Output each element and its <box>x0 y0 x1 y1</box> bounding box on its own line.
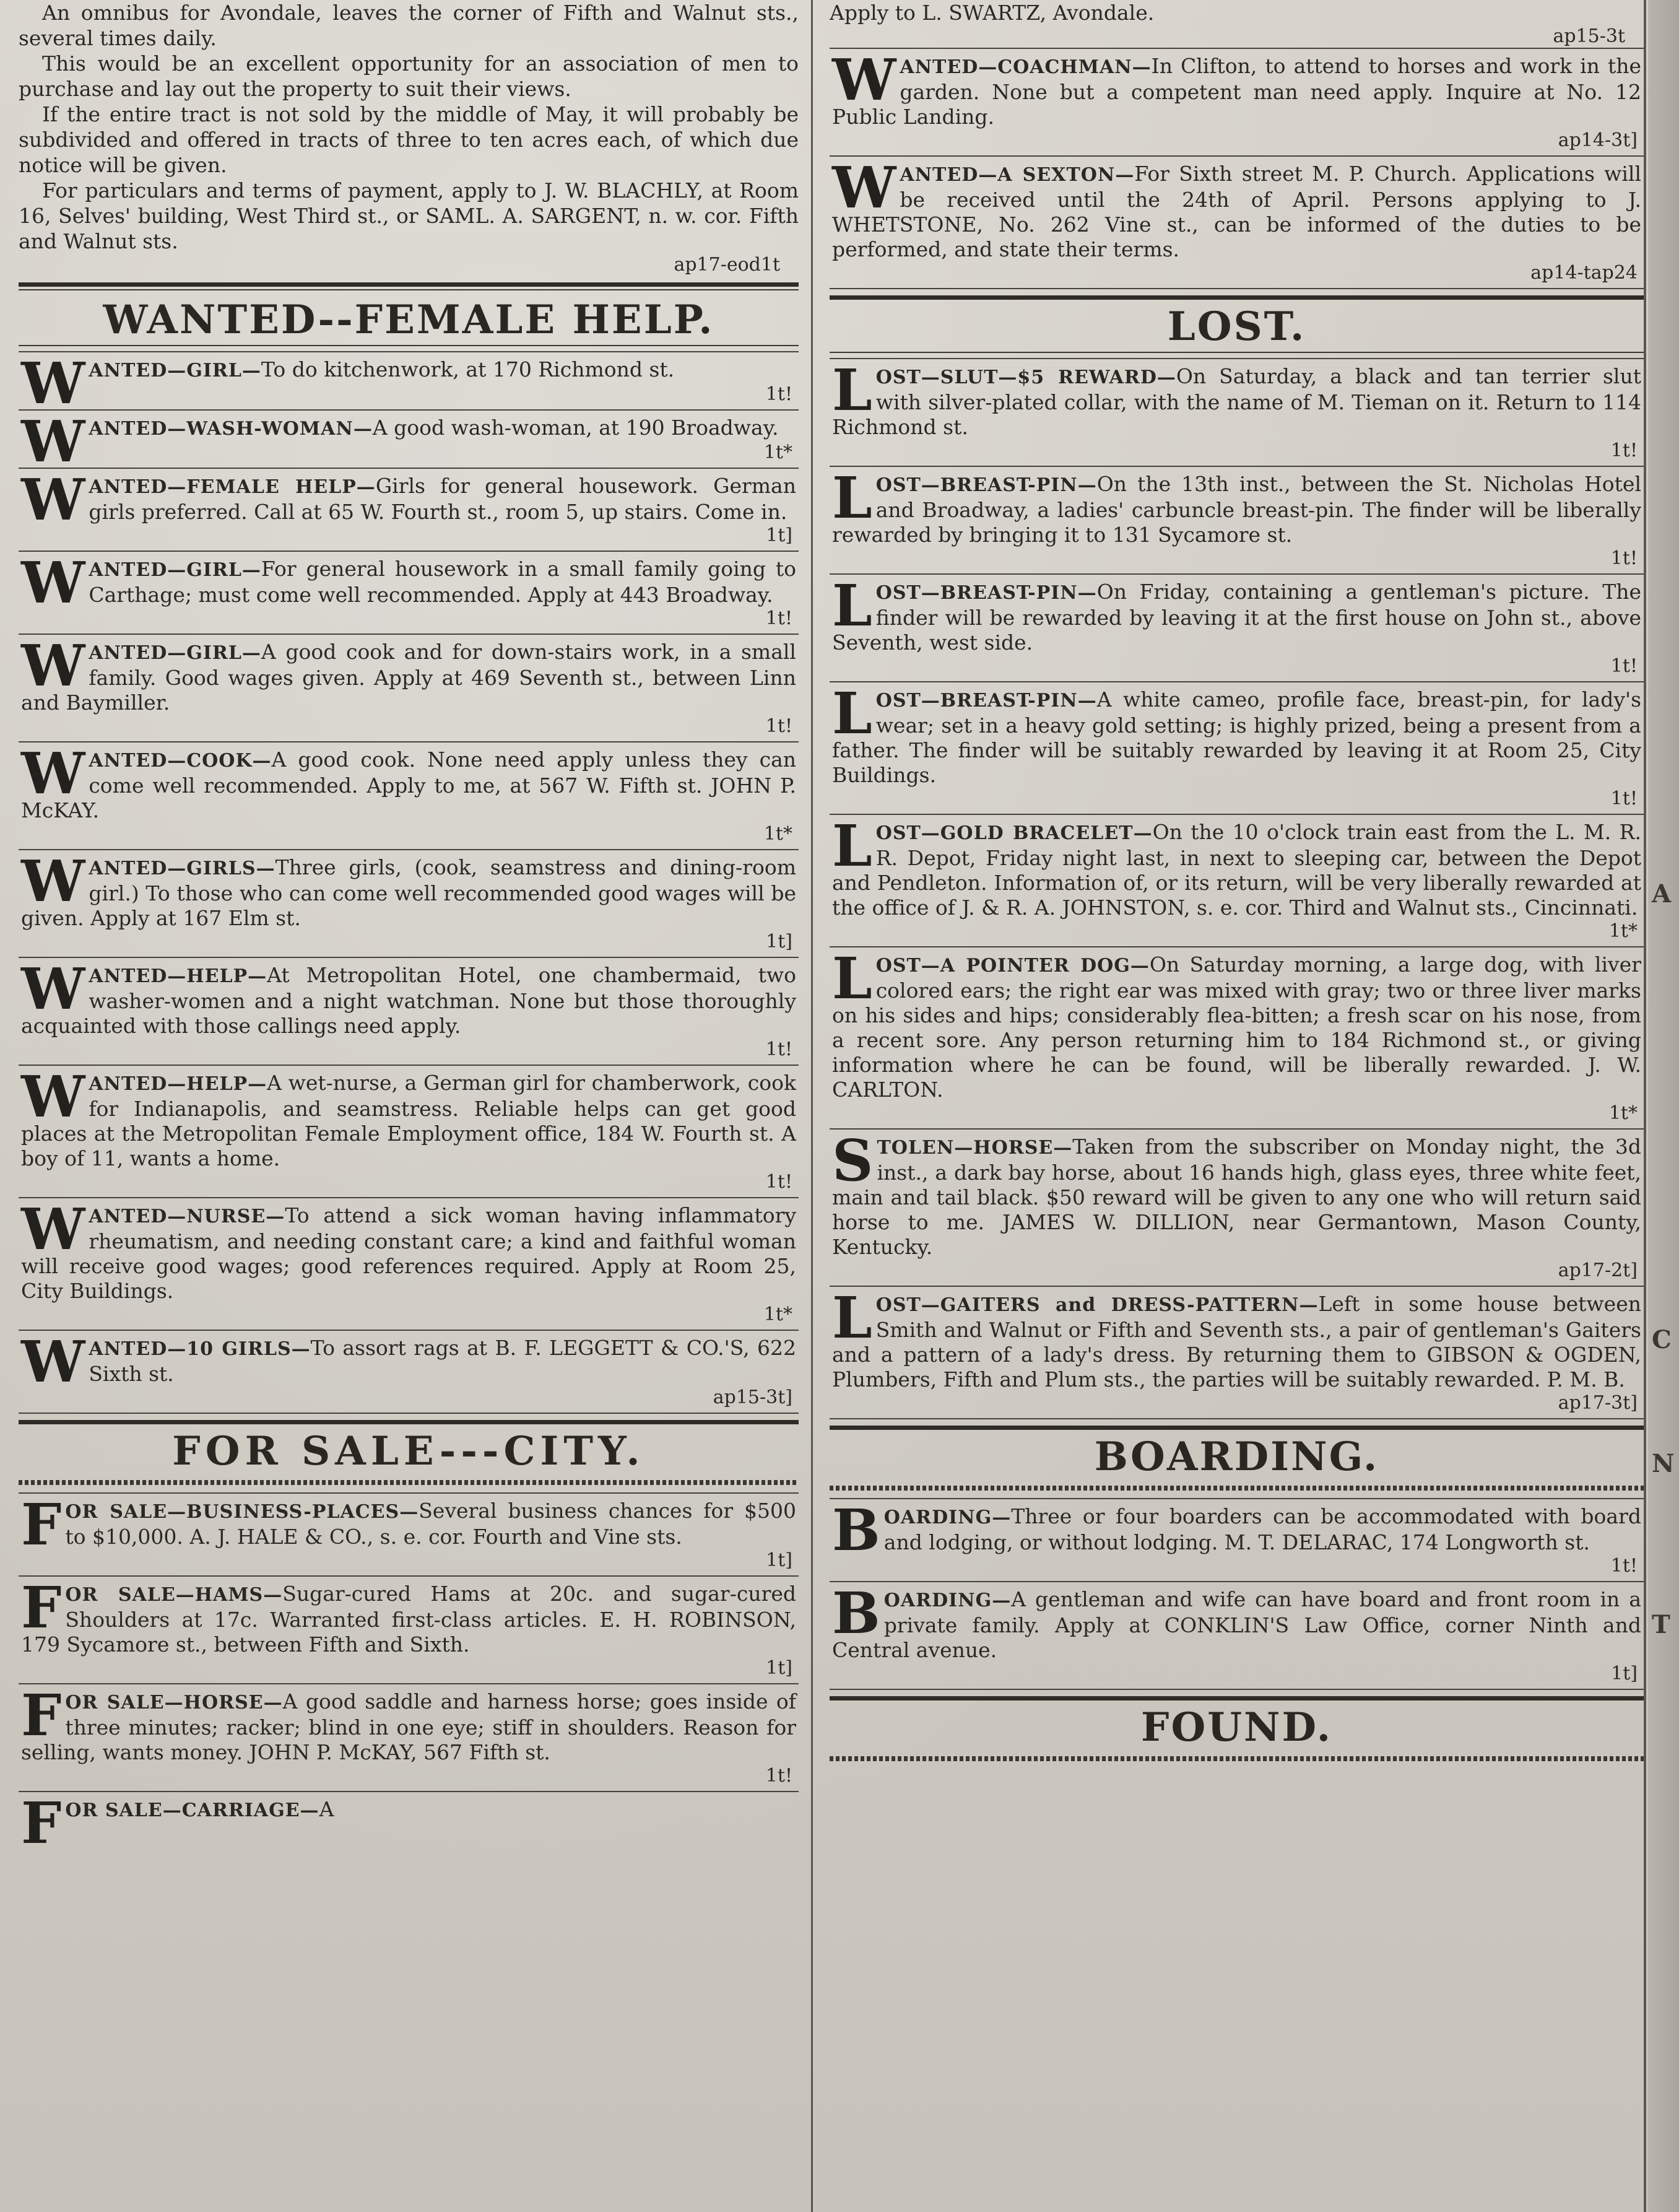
ad-body: A gentleman and wife can have board and front room in a private family. Apply at CONKLIN'S Law Office, corner Ninth and Central avenue. <box>832 1587 1641 1662</box>
ad-reference: ap14-3t] <box>1558 129 1638 151</box>
drop-cap: W <box>21 1063 85 1130</box>
drop-cap: W <box>21 549 85 616</box>
ad-body: For general housework in a small family going to Carthage; must come well recommended. Apply at 443 Broadway. <box>89 557 796 607</box>
section-heading-found: FOUND. <box>1141 1704 1332 1751</box>
classified-ad <box>19 1492 799 1575</box>
ad-reference: 1t! <box>765 1171 792 1193</box>
ad-lead: ANTED—HELP— <box>89 1073 267 1095</box>
ad-text <box>832 357 1641 440</box>
ad-body: Sugar-cured Hams at 20c. and sugar-cured Shoulders at 17c. Warranted first-class articles. E. H. ROBINSON, 179 Sycamore st., between Fifth and Sixth. <box>21 1582 797 1657</box>
ad-reference: 1t! <box>1610 440 1638 461</box>
ad-lead: OR SALE—BUSINESS-PLACES— <box>65 1501 419 1523</box>
ad-reference: 1t] <box>1611 1663 1638 1684</box>
classified-ad <box>19 849 799 957</box>
section-rule <box>830 1696 1644 1700</box>
ad-reference: 1t* <box>1608 1102 1638 1124</box>
ad-text <box>832 154 1641 262</box>
ad-lead: OST—A POINTER DOG— <box>875 955 1150 977</box>
ad-reference: ap17-eod1t <box>674 254 780 276</box>
ad-reference: ap14-tap24 <box>1530 262 1638 284</box>
classified-ad <box>830 48 1644 155</box>
ad-reference: 1t! <box>765 715 792 737</box>
ad-text <box>21 1196 796 1304</box>
classified-ad <box>19 408 799 475</box>
ad-reference: ap15-3t] <box>713 1387 792 1408</box>
classified-ad <box>19 1330 799 1414</box>
ad-reference: ap15-3t <box>1553 25 1625 47</box>
intro-paragraph: For particulars and terms of payment, apply to J. W. BLACHLY, at Room 16, Selves' building, West Third st., or SAML. A. SARGENT, n. w. cor. Fifth and Walnut sts. <box>19 178 799 253</box>
classified-ad <box>19 1575 799 1683</box>
section-rule <box>830 295 1644 300</box>
drop-cap: L <box>832 357 872 424</box>
column-divider <box>1644 0 1646 2212</box>
ad-lead: ANTED—GIRL— <box>89 642 261 664</box>
edge-fragment: T <box>1652 1610 1670 1639</box>
drop-cap: W <box>832 154 896 221</box>
ad-text <box>832 464 1641 547</box>
left-column <box>19 0 799 2212</box>
classified-ad <box>830 814 1644 946</box>
ad-body: To attend a sick woman having inflammatory rheumatism, and needing constant care; a kind and faithful woman will receive good wages; good references required. Apply at Room 25, City Buildings. <box>21 1203 796 1303</box>
ad-reference: 1t! <box>1610 1555 1638 1577</box>
ad-text <box>832 680 1641 788</box>
drop-cap: W <box>21 956 85 1022</box>
classified-ad <box>19 551 799 634</box>
ad-lead: ANTED—A SEXTON— <box>900 164 1135 186</box>
section-rule <box>19 282 799 287</box>
ad-reference: 1t! <box>1610 788 1638 809</box>
ad-lead: ANTED—HELP— <box>89 965 267 987</box>
ad-text <box>21 1328 796 1395</box>
ad-text <box>21 848 796 931</box>
ad-reference: 1t! <box>765 1039 792 1060</box>
section-rule-thin <box>19 345 799 346</box>
ad-body: At Metropolitan Hotel, one chambermaid, two washer-women and a night watchman. None but those thoroughly acquainted with those callings need apply. <box>21 963 796 1038</box>
drop-cap: W <box>832 46 896 113</box>
ad-text <box>832 46 1641 129</box>
drop-cap: W <box>21 466 85 533</box>
classified-ad <box>19 957 799 1065</box>
section-rule <box>19 1420 799 1424</box>
ad-body: Three girls, (cook, seamstress and dining-room girl.) To those who can come well recommended good wages will be given. Apply at 167 Elm st. <box>21 855 796 930</box>
ad-lead: TOLEN—HORSE— <box>877 1137 1073 1159</box>
ad-text <box>21 1797 796 1823</box>
ad-text <box>832 812 1641 920</box>
ad-text <box>832 1580 1641 1663</box>
ad-reference: 1t* <box>1608 920 1638 942</box>
ad-lead: OST—GAITERS and DRESS-PATTERN— <box>875 1294 1319 1316</box>
section-rule <box>830 1426 1644 1430</box>
ad-body: A good cook and for down-stairs work, in a small family. Good wages given. Apply at 469 Seventh st., between Linn and Baymiller. <box>21 640 796 715</box>
ad-lead: OST—SLUT—$5 REWARD— <box>875 367 1176 388</box>
classified-ad <box>830 358 1644 466</box>
ad-text <box>21 416 796 442</box>
ad-lead: ANTED—WASH-WOMAN— <box>89 418 373 440</box>
wanted-ads <box>830 48 1644 289</box>
ad-lead: OST—BREAST-PIN— <box>875 474 1097 496</box>
ad-lead: ANTED—GIRL— <box>89 559 261 581</box>
ad-body: Taken from the subscriber on Monday night, the 3d inst., a dark bay horse, about 16 hands high, glass eyes, three white feet, main and tail black. $50 reward will be given to any one who will return said horse to me. JAMES W. DILLION, near Germantown, Mason County, Kentucky. <box>832 1134 1641 1259</box>
classified-ad <box>19 1065 799 1197</box>
ad-text <box>21 1063 796 1171</box>
edge-fragment: N <box>1652 1449 1675 1478</box>
drop-cap: W <box>21 350 85 417</box>
ad-text <box>21 357 796 383</box>
intro-block <box>19 0 799 276</box>
ad-lead: ANTED—NURSE— <box>89 1206 285 1227</box>
ad-body: On Saturday morning, a large dog, with liver colored ears; the right ear was mixed with gray; two or three liver marks on his sides and hips; considerably flea-bitten; a fresh scar on his nose, from a recent sore. Any person returning him to 184 Richmond st., or giving information where he can be found, will be liberally rewarded. J. W. CARLTON. <box>832 952 1641 1102</box>
ad-body: A wet-nurse, a German girl for chamberwork, cook for Indianapolis, and seamstress. Reliable helps can get good places at the Metropolitan Female Employment office, 184 W. Fourth st. A boy of 11, wants a home. <box>21 1071 796 1170</box>
ad-lead: OR SALE—HORSE— <box>65 1692 283 1713</box>
ad-text <box>832 1284 1641 1392</box>
ad-body: On Friday, containing a gentleman's picture. The finder will be rewarded by leaving it at the first house on John st., above Seventh, west side. <box>832 580 1641 655</box>
classified-ad <box>19 1790 799 1857</box>
ad-body: To do kitchenwork, at 170 Richmond st. <box>261 357 675 381</box>
ad-text <box>21 740 796 823</box>
ad-lead: ANTED—COOK— <box>89 750 272 772</box>
ad-body: Three or four boarders can be accommodated with board and lodging, or without lodging. M. T. DELARAC, 174 Longworth st. <box>883 1504 1641 1554</box>
ad-reference: 1t] <box>766 1549 792 1571</box>
ad-body: Left in some house between Smith and Walnut or Fifth and Seventh sts., a pair of gentleman's Gaiters and a pattern of a lady's dress. By returning them to GIBSON & OGDEN, Plumbers, Fifth and Plum sts., the parties will be suitably rewarded. P. M. B. <box>832 1292 1641 1391</box>
drop-cap: F <box>21 1574 62 1641</box>
drop-cap: F <box>21 1682 62 1749</box>
section-heading-female-help: WANTED--FEMALE HELP. <box>103 297 714 343</box>
section-rule-wavy <box>19 1480 799 1485</box>
classified-ad <box>830 155 1644 289</box>
ad-body: A good saddle and harness horse; goes inside of three minutes; racker; blind in one eye; stiff in shoulders. Reason for selling, wants money. JOHN P. McKAY, 567 Fifth st. <box>21 1689 796 1764</box>
classified-ad <box>19 350 799 417</box>
drop-cap: B <box>832 1497 880 1564</box>
ad-reference: 1t! <box>1610 547 1638 569</box>
ad-reference: 1t* <box>763 442 792 463</box>
ad-text <box>21 1491 796 1558</box>
drop-cap: L <box>832 812 872 879</box>
ad-text <box>832 945 1641 1102</box>
classified-ad <box>830 466 1644 573</box>
intro-paragraph: If the entire tract is not sold by the middle of May, it will probably be subdivided and offered in tracts of three to ten acres each, of which due notice will be given. <box>19 102 799 177</box>
intro-paragraph: This would be an excellent opportunity for an association of men to purchase and lay out the property to suit their views. <box>19 51 799 101</box>
section-heading-for-sale-city: FOR SALE---CITY. <box>172 1428 645 1474</box>
ad-reference: 1t* <box>763 1304 792 1325</box>
ad-reference: 1t] <box>766 931 792 952</box>
top-line: Apply to L. SWARTZ, Avondale. <box>830 1 1155 25</box>
female-help-ads <box>19 351 799 1414</box>
lost-ads <box>830 358 1644 1419</box>
ad-reference: 1t! <box>765 607 792 629</box>
section-rule-wavy <box>830 1486 1644 1491</box>
ad-lead: ANTED—GIRL— <box>89 360 261 381</box>
ad-body: To assort rags at B. F. LEGGETT & CO.'S, 622 Sixth st. <box>89 1336 796 1386</box>
ad-lead: OARDING— <box>883 1507 1012 1528</box>
ad-body: A <box>319 1797 334 1821</box>
for-sale-ads <box>19 1491 799 1857</box>
ad-lead: ANTED—FEMALE HELP— <box>89 476 376 498</box>
adjacent-page-edge <box>1648 0 1679 2212</box>
ad-text <box>21 549 796 616</box>
ad-lead: ANTED—COACHMAN— <box>900 56 1152 78</box>
ad-text <box>21 1574 797 1657</box>
classified-ad <box>19 468 799 551</box>
drop-cap: W <box>21 408 85 475</box>
ad-lead: OR SALE—HAMS— <box>65 1584 283 1606</box>
drop-cap: W <box>21 1196 85 1263</box>
drop-cap: W <box>21 1328 85 1395</box>
section-rule-wavy <box>830 1756 1644 1761</box>
section-heading-lost: LOST. <box>1167 303 1306 350</box>
ad-body: On the 10 o'clock train east from the L. M. R. R. Depot, Friday night last, in next to sleeping car, between the Depot and Pendleton. Information of, or its return, will be very liberally rewarded at the office of J. & R. A. JOHNSTON, s. e. cor. Third and Walnut sts., Cincinnati. <box>832 820 1641 920</box>
ad-text <box>21 632 796 715</box>
classified-ad <box>830 946 1644 1128</box>
ad-text <box>21 1682 796 1765</box>
classified-ad <box>830 681 1644 814</box>
ad-body: Several business chances for $500 to $10,000. A. J. HALE & CO., s. e. cor. Fourth and Vine sts. <box>65 1499 796 1549</box>
continued-line <box>830 0 1644 25</box>
classified-ad <box>19 634 799 741</box>
ad-body: For Sixth street M. P. Church. Applications will be received until the 24th of April. Persons applying to J. WHETSTONE, No. 262 Vine st., can be informed of the duties to be performed, and state their terms. <box>832 162 1641 261</box>
ad-reference: 1t* <box>763 823 792 845</box>
classified-ad <box>19 1197 799 1330</box>
drop-cap: W <box>21 740 85 807</box>
edge-fragment: A <box>1652 879 1672 908</box>
ad-lead: OST—BREAST-PIN— <box>875 690 1097 712</box>
classified-ad <box>830 1128 1644 1286</box>
ad-text <box>832 572 1641 655</box>
ad-text <box>21 466 796 533</box>
drop-cap: L <box>832 464 872 531</box>
ad-reference: 1t! <box>765 1765 792 1787</box>
drop-cap: L <box>832 1284 872 1351</box>
section-heading-boarding: BOARDING. <box>1094 1434 1379 1480</box>
ad-reference: 1t! <box>765 383 792 405</box>
ad-lead: ANTED—10 GIRLS— <box>89 1338 311 1360</box>
classified-ad <box>19 741 799 849</box>
drop-cap: F <box>21 1790 62 1857</box>
drop-cap: W <box>21 848 85 915</box>
ad-reference: ap17-3t] <box>1558 1392 1638 1414</box>
drop-cap: F <box>21 1491 62 1558</box>
boarding-ads <box>830 1498 1644 1690</box>
drop-cap: L <box>832 680 872 747</box>
ad-reference: 1t] <box>766 525 792 546</box>
ad-lead: OR SALE—CARRIAGE— <box>65 1800 319 1821</box>
ad-text <box>832 1497 1641 1564</box>
ad-reference: 1t! <box>1610 655 1638 677</box>
ad-body: A good cook. None need apply unless they can come well recommended. Apply to me, at 567 W. Fifth st. JOHN P. McKAY. <box>21 747 796 822</box>
classified-ad <box>830 1581 1644 1690</box>
column-divider <box>811 0 813 2212</box>
ad-lead: OARDING— <box>883 1590 1012 1611</box>
classified-ad <box>19 1683 799 1791</box>
ad-text <box>21 956 796 1039</box>
classified-ad <box>830 573 1644 681</box>
ad-lead: ANTED—GIRLS— <box>89 858 275 879</box>
ad-body: In Clifton, to attend to horses and work in the garden. None but a competent man need apply. Inquire at No. 12 Public Landing. <box>832 54 1641 129</box>
ad-reference: 1t] <box>766 1657 792 1679</box>
classified-ad <box>830 1286 1644 1419</box>
ad-body: Girls for general housework. German girls preferred. Call at 65 W. Fourth st., room 5, up stairs. Come in. <box>89 474 796 524</box>
edge-fragment: C <box>1652 1325 1672 1354</box>
ad-lead: OST—GOLD BRACELET— <box>875 822 1153 844</box>
section-rule-thin <box>830 352 1644 353</box>
drop-cap: W <box>21 632 85 699</box>
ad-text <box>832 1127 1641 1260</box>
intro-paragraph: An omnibus for Avondale, leaves the corner of Fifth and Walnut sts., several times daily. <box>19 1 799 50</box>
ad-lead: OST—BREAST-PIN— <box>875 582 1097 604</box>
drop-cap: L <box>832 572 872 639</box>
ad-body: A good wash-woman, at 190 Broadway. <box>372 416 779 440</box>
classified-ad <box>830 1498 1644 1581</box>
right-column <box>830 0 1644 2212</box>
ad-body: On Saturday, a black and tan terrier slut with silver-plated collar, with the name of M. Tieman on it. Return to 114 Richmond st. <box>832 364 1641 439</box>
section-rule-thin <box>19 289 799 290</box>
drop-cap: L <box>832 945 872 1012</box>
ad-reference: ap17-2t] <box>1558 1260 1638 1281</box>
drop-cap: S <box>832 1127 874 1194</box>
ad-body: A white cameo, profile face, breast-pin, for lady's wear; set in a heavy gold setting; is highly prized, being a present from a father. The finder will be suitably rewarded by leaving it at Room 25, City Buildings. <box>832 687 1641 787</box>
ad-body: On the 13th inst., between the St. Nicholas Hotel and Broadway, a ladies' carbuncle breast-pin. The finder will be liberally rewarded by bringing it to 131 Sycamore st. <box>832 472 1641 547</box>
drop-cap: B <box>832 1580 880 1647</box>
